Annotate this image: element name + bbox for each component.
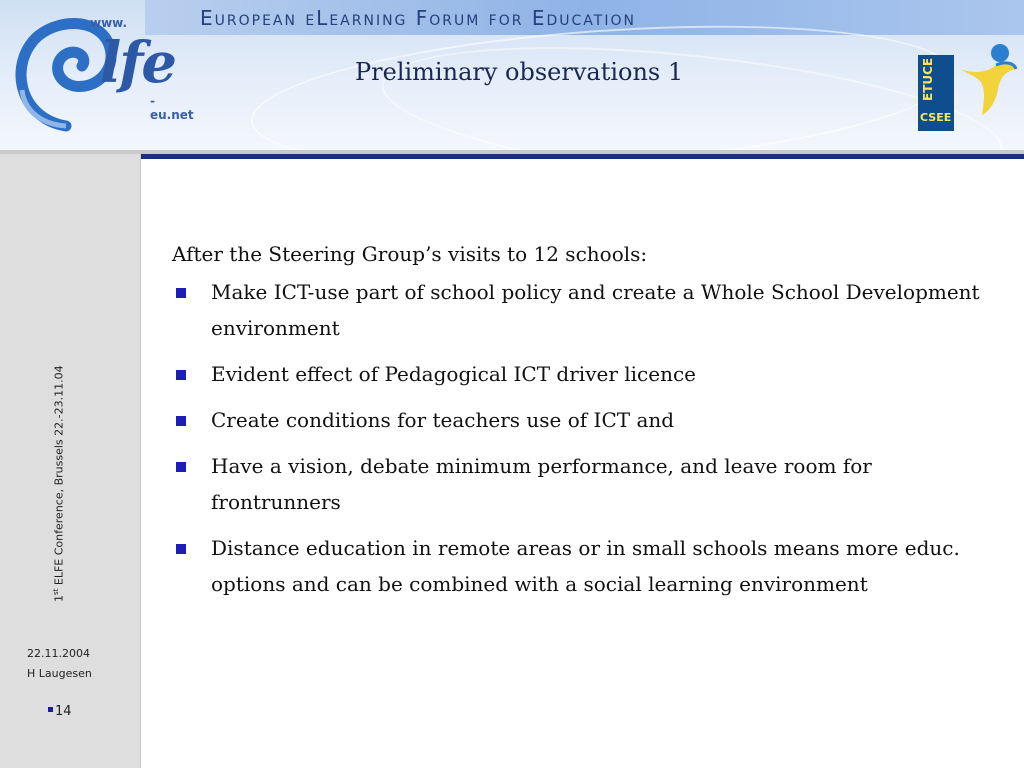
slide-header (0, 0, 1024, 150)
bullet-square-icon (176, 544, 186, 554)
list-item-text: Distance education in remote areas or in small schools means more educ. options and can be combined with a social learning environment (211, 536, 960, 596)
etuce-logo (918, 55, 1018, 133)
conference-ordinal-suffix: st (52, 588, 60, 595)
logo-lfe: lfe (100, 30, 175, 96)
list-item-text: Have a vision, debate minimum performance, and leave room for frontrunners (211, 454, 872, 514)
list-item (172, 530, 992, 602)
list-item (172, 448, 992, 520)
list-item (172, 402, 992, 438)
etuce-text: ETUCE (921, 57, 935, 101)
intro-text: After the Steering Group’s visits to 12 schools: (172, 242, 648, 266)
csee-text: CSEE (920, 111, 952, 124)
bullet-square-icon (176, 416, 186, 426)
list-item (172, 356, 992, 392)
conference-text: ELFE Conference, Brussels 22.-23.11.04 (52, 365, 66, 589)
list-item-text: Create conditions for teachers use of ICT and (211, 408, 675, 432)
slide-title: Preliminary observations 1 (355, 58, 684, 86)
list-item-text: Make ICT-use part of school policy and create a Whole School Development environment (211, 280, 980, 340)
bullet-square-icon (176, 288, 186, 298)
list-item (172, 274, 992, 346)
page-number (48, 704, 72, 719)
list-item-text: Evident effect of Pedagogical ICT driver licence (211, 362, 696, 386)
bullet-square-icon (48, 707, 53, 712)
bullet-square-icon (176, 462, 186, 472)
logo-domain: -eu.net (150, 94, 194, 122)
slide-author: H Laugesen (27, 667, 92, 680)
title-underline (136, 154, 1024, 159)
elfe-logo (8, 8, 198, 143)
conference-ordinal: 1 (52, 595, 66, 602)
slide-date: 22.11.2004 (27, 647, 90, 660)
slide-body (172, 236, 992, 612)
logo-www: www. (90, 16, 128, 30)
forum-name: European eLearning Forum for Education (200, 6, 636, 30)
figure-icon (956, 39, 1018, 115)
bullet-square-icon (176, 370, 186, 380)
page-number-text: 14 (55, 704, 72, 719)
conference-label (52, 342, 76, 602)
bullet-list (172, 274, 992, 602)
